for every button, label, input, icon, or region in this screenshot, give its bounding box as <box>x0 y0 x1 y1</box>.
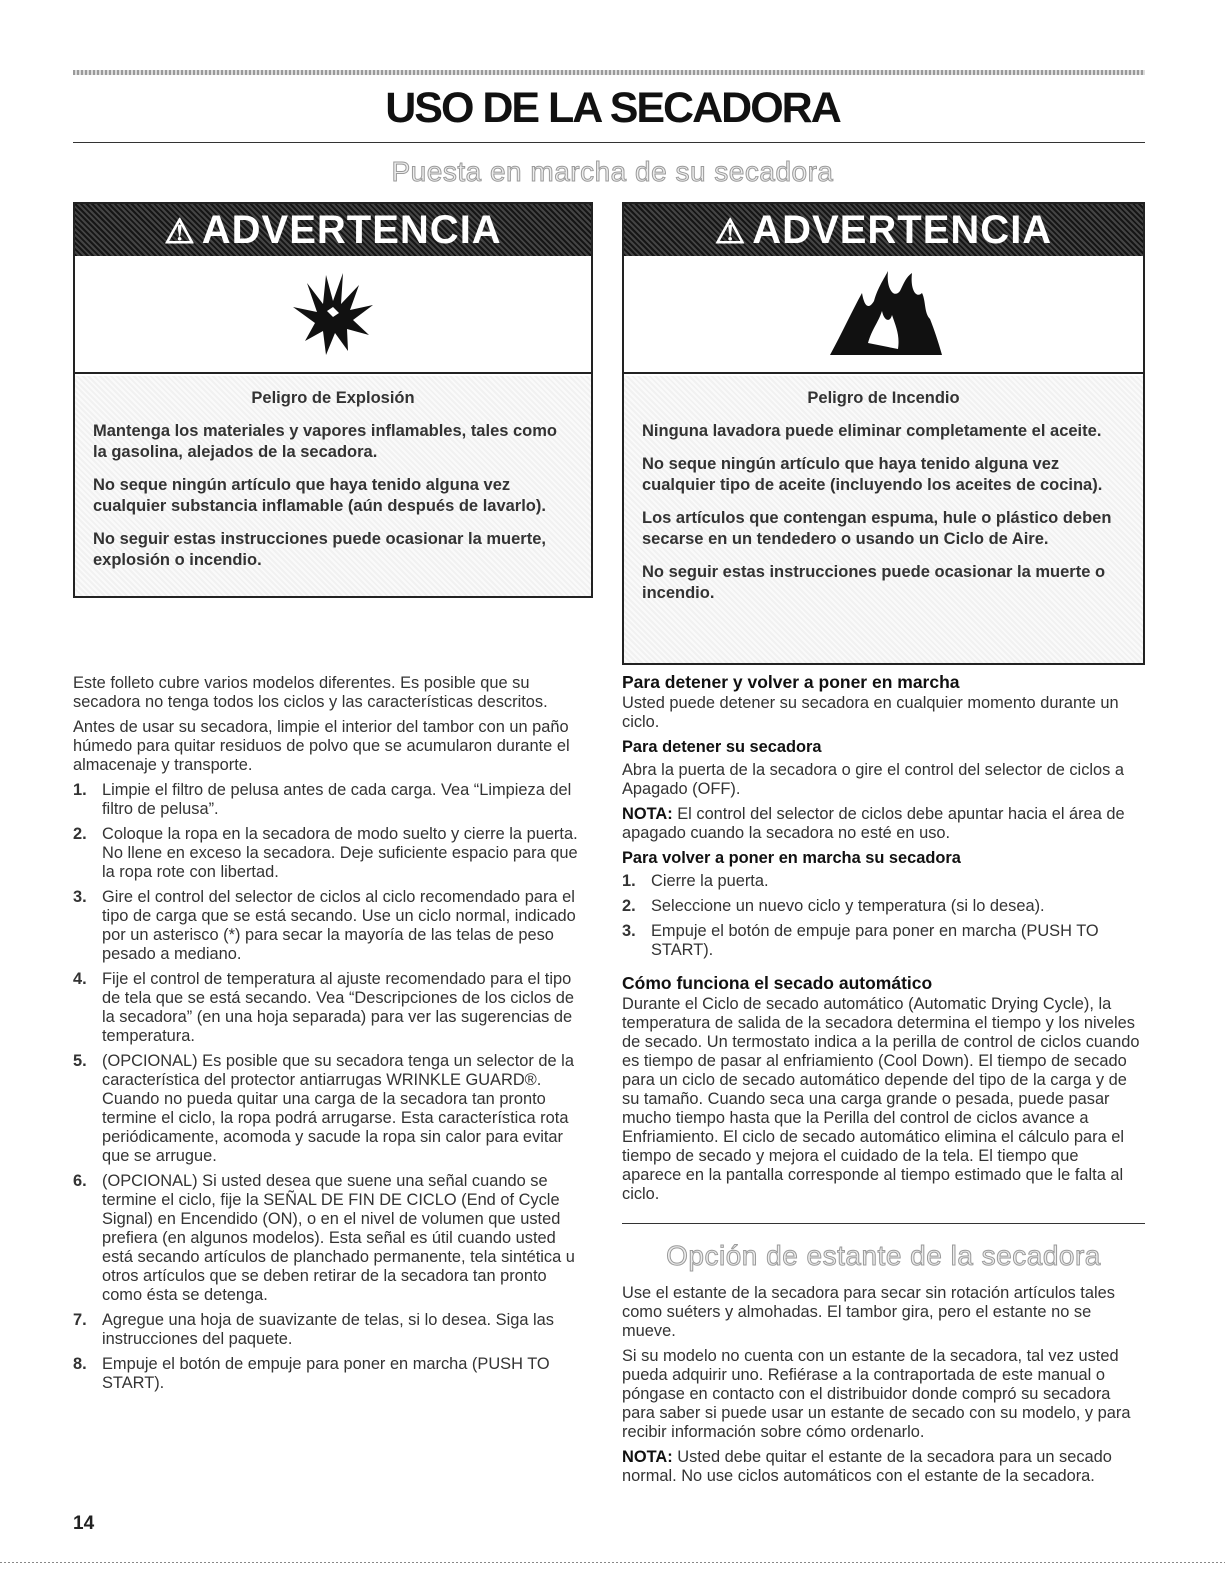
note-label: NOTA: <box>622 1448 673 1466</box>
warning-triangle-icon: ⚠ <box>164 213 196 251</box>
paragraph: Usted puede detener su secadora en cualquier momento durante un ciclo. <box>622 694 1119 731</box>
top-decorative-line <box>73 70 1145 75</box>
explosion-warning-text <box>75 376 591 596</box>
explosion-icon <box>293 271 373 357</box>
right-column <box>622 673 1142 1210</box>
left-column <box>73 674 588 1399</box>
list-item: 7. Agregue una hoja de suavizante de telas, si lo desea. Siga las instrucciones del paquete. <box>73 1311 554 1348</box>
page-number: 14 <box>73 1513 95 1534</box>
restart-steps-list <box>622 872 1142 960</box>
paragraph: Abra la puerta de la secadora o gire el control del selector de ciclos a Apagado (OFF). <box>622 761 1125 798</box>
fire-warning-box <box>622 202 1145 665</box>
section-heading-start: Puesta en marcha de su secadora <box>391 156 834 187</box>
page-title: USO DE LA SECADORA <box>385 84 840 132</box>
list-item: 6. (OPCIONAL) Si usted desea que suene una señal cuando se termine el ciclo, fije la SEÑAL DE FIN DE CICLO (End of Cycle Signal) en Encendido (ON), o en el nivel de volumen que usted prefiera (en algunos modelos). Esta señal es útil cuando usted está secando artículos de planchado permanente, tela sintética u otros artículos que se deben retirar de la secadora tan pronto como ésta se detenga. <box>73 1172 575 1304</box>
list-item: 5. (OPCIONAL) Es posible que su secadora tenga un selector de la característica del protector antiarrugas WRINKLE GUARD®. Cuando no pueda quitar una carga de la secadora tan pronto termine el ciclo, la ropa podrá arrugarse. Esta característica rota periódicamente, acomoda y sacude la ropa sin calor para evitar que se arrugue. <box>73 1052 574 1165</box>
warning-paragraph: Ninguna lavadora puede eliminar completamente el aceite. <box>642 422 1102 440</box>
warning-title: Peligro de Explosión <box>251 389 415 407</box>
list-item: 8. Empuje el botón de empuje para poner en marcha (PUSH TO START). <box>73 1355 550 1392</box>
warning-paragraph: Los artículos que contengan espuma, hule o plástico deben secarse en un tendedero o usando un Ciclo de Aire. <box>642 509 1112 548</box>
bottom-decorative-line <box>0 1562 1225 1563</box>
list-item: 3. Empuje el botón de empuje para poner en marcha (PUSH TO START). <box>622 922 1099 959</box>
warning-title: Peligro de Incendio <box>807 389 960 407</box>
list-item: 2. Seleccione un nuevo ciclo y temperatura (si lo desea). <box>622 897 1045 915</box>
warning-paragraph: No seguir estas instrucciones puede ocasionar la muerte, explosión o incendio. <box>93 530 546 569</box>
list-item: 4. Fije el control de temperatura al ajuste recomendado para el tipo de tela que se está secando. Vea “Descripciones de los ciclos de la secadora” (en una hoja separada) para ver las sugerencias de temperatura. <box>73 970 574 1045</box>
paragraph: Durante el Ciclo de secado automático (Automatic Drying Cycle), la temperatura de salida de la secadora determina el tiempo y los niveles de secado. Un termostato indica a la perilla de control de ciclos cuando es tiempo de pasar al enfriamiento (Cool Down). El tiempo de secado para un ciclo de secado automático depende del tipo de la carga y de su tamaño. Cuando seca una carga grande o pesada, puede pasar mucho tiempo hasta que la Perilla del control de ciclos avance a Enfriamiento. El ciclo de secado automático elimina el cálculo para el tiempo de secado y mejora el cuidado de la tela. El tiempo que aparece en la pantalla corresponde al tiempo estimado que le falta al ciclo. <box>622 995 1140 1203</box>
title-rule <box>73 142 1145 143</box>
warning-paragraph: No seque ningún artículo que haya tenido alguna vez cualquier substancia inflamable (aún después de lavarlo). <box>93 476 546 515</box>
section-heading: Para detener y volver a poner en marcha <box>622 672 960 692</box>
section-rule <box>622 1223 1145 1224</box>
start-steps-list <box>73 781 588 1393</box>
intro-paragraph: Antes de usar su secadora, limpie el interior del tambor con un paño húmedo para quitar residuos de polvo que se acumularon durante el almacenaje y transporte. <box>73 718 570 774</box>
paragraph: Si su modelo no cuenta con un estante de la secadora, tal vez usted pueda adquirir uno. Refiérase a la contraportada de este manual o póngase en contacto con el distribuidor donde compró su secadora para saber si puede usar un estante de secado con su modelo, y para recibir información sobre cómo ordenarlo. <box>622 1347 1131 1441</box>
subsection-heading: Para detener su secadora <box>622 738 822 756</box>
warning-triangle-icon: ⚠ <box>714 213 747 251</box>
intro-paragraph: Este folleto cubre varios modelos diferentes. Es posible que su secadora no tenga todos los ciclos y las características descritos. <box>73 674 548 711</box>
list-item: 2. Coloque la ropa en la secadora de modo suelto y cierre la puerta. No llene en exceso la secadora. Deje suficiente espacio para que la ropa rote con libertad. <box>73 825 578 881</box>
section-heading: Cómo funciona el secado automático <box>622 973 933 993</box>
note-paragraph: NOTA: Usted debe quitar el estante de la secadora para un secado normal. No use ciclos automáticos con el estante de la secadora. <box>622 1448 1112 1485</box>
list-item: 3. Gire el control del selector de ciclos al ciclo recomendado para el tipo de carga que se está secando. Use un ciclo normal, indicado por un asterisco (*) para secar la mayoría de las telas de peso pesado a mediano. <box>73 888 576 963</box>
subsection-heading: Para volver a poner en marcha su secadora <box>622 849 961 867</box>
note-paragraph: NOTA: El control del selector de ciclos debe apuntar hacia el área de apagado cuando la secadora no esté en uso. <box>622 805 1125 842</box>
warning-header: ⚠ ADVERTENCIA <box>75 204 591 256</box>
fire-icon-area <box>624 256 1143 374</box>
fire-icon <box>824 271 944 357</box>
note-label: NOTA: <box>622 805 673 823</box>
paragraph: Use el estante de la secadora para secar sin rotación artículos tales como suéters y almohadas. El tambor gira, pero el estante no se mueve. <box>622 1284 1115 1340</box>
list-item: 1. Cierre la puerta. <box>622 872 769 890</box>
fire-warning-text <box>624 376 1143 663</box>
warning-paragraph: Mantenga los materiales y vapores inflamables, tales como la gasolina, alejados de la secadora. <box>93 422 558 461</box>
explosion-warning-box <box>73 202 593 598</box>
rack-section <box>622 1284 1142 1492</box>
explosion-icon-area <box>75 256 591 374</box>
warning-paragraph: No seque ningún artículo que haya tenido alguna vez cualquier tipo de aceite (incluyendo los aceites de cocina). <box>642 455 1103 494</box>
section-heading-rack: Opción de estante de la secadora <box>666 1240 1101 1271</box>
warning-paragraph: No seguir estas instrucciones puede ocasionar la muerte o incendio. <box>642 563 1106 602</box>
warning-header: ⚠ ADVERTENCIA <box>624 204 1143 256</box>
list-item: 1. Limpie el filtro de pelusa antes de cada carga. Vea “Limpieza del filtro de pelusa”. <box>73 781 572 818</box>
